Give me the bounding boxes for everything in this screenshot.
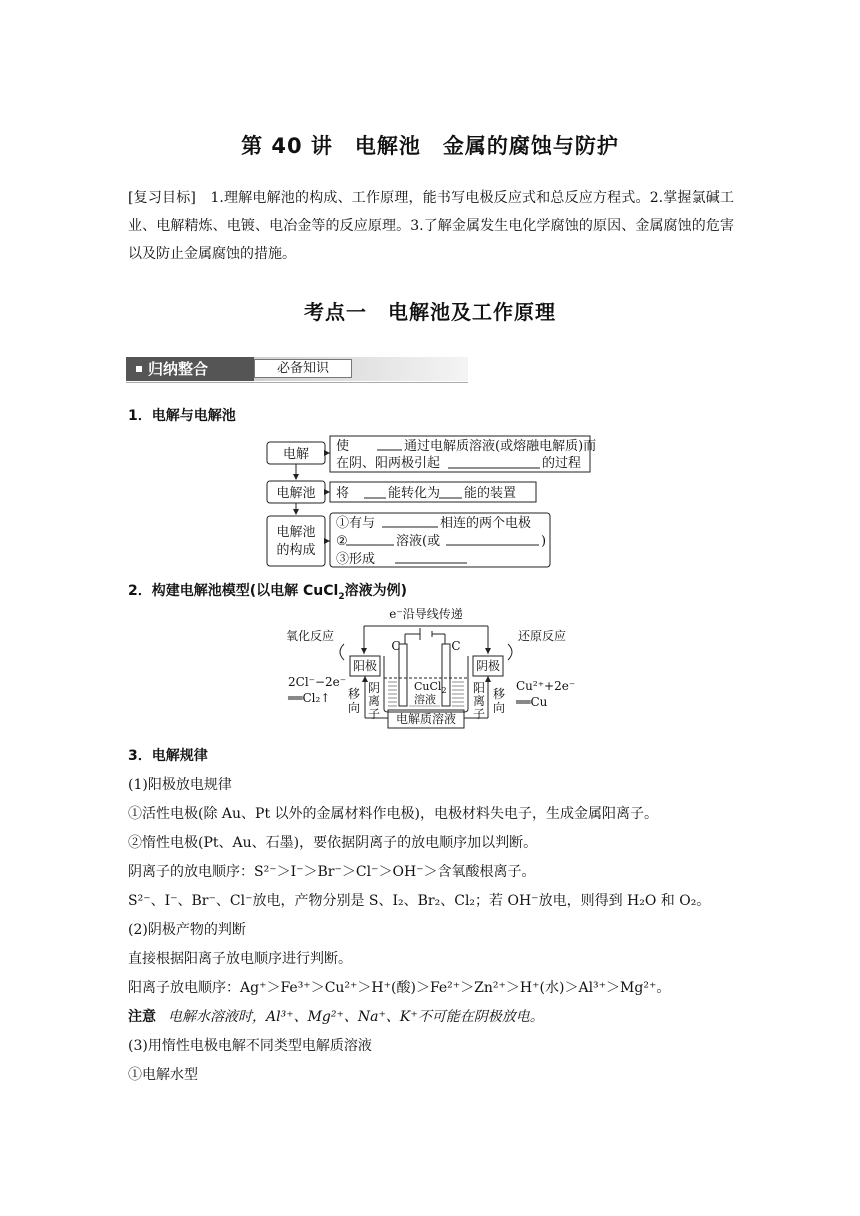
solution-label: 溶液 [414,693,436,706]
box-composition-line2: 的构成 [276,543,316,558]
left-electrode-label: C [391,639,401,653]
item1-heading: 1．电解与电解池 [128,408,236,424]
anion-label-2: 离 [367,694,381,708]
banner-rule [126,382,468,383]
cation-move-1: 移 [492,687,506,701]
def-line1-start: 使 [336,439,350,454]
anion-discharge-order: 阴离子的放电顺序：S²⁻＞I⁻＞Br⁻＞Cl⁻＞OH⁻＞含氧酸根离子。 [128,864,536,880]
anion-move-2: 向 [347,701,361,715]
review-objectives [128,184,734,268]
anode-equation-2: ══Cl₂↑ [288,691,331,705]
cation-label-3: 子 [472,707,486,721]
objectives-text: 1.理解电解池的构成、工作原理，能书写电极反应式和总反应方程式。2.掌握氯碱工业、电解精炼、电镀、电冶金等的反应原理。3.了解金属发生电化学腐蚀的原因、金属腐蚀的危害以及防止金属腐蚀的措施。 [128,190,734,262]
section-banner [126,357,468,383]
conversion-b: 能转化为 [388,486,441,501]
electrolyte-label: 电解质溶液 [395,712,457,726]
anion-discharge-products: S²⁻、I⁻、Br⁻、Cl⁻放电，产物分别是 S、I₂、Br₂、Cl₂；若 OH⁻放电，则得到 H₂O 和 O₂。 [128,893,711,909]
arrow-down-icon [485,648,491,654]
anion-label-1: 阴 [367,681,381,695]
conversion-a: 将 [336,486,350,501]
solution-formula-sub: 2 [441,686,447,695]
arrow-down-icon [293,509,299,515]
note [128,1006,544,1026]
item3-heading: 3．电解规律 [128,748,208,764]
anode-equation-1: 2Cl⁻−2e⁻ [288,675,347,689]
anode-label: 阳极 [352,659,378,673]
arrow-right-icon [324,450,330,456]
oxidation-label: 氧化反应 [286,629,335,643]
arrow-right-icon [324,538,330,544]
note-text: 电解水溶液时，Al³⁺、Mg²⁺、Na⁺、K⁺不可能在阴极放电。 [168,1009,544,1025]
cation-label-2: 离 [472,694,486,708]
composition-2c: ) [541,534,547,549]
reduction-label: 还原反应 [518,629,567,643]
composition-1a: ①有与 [336,516,376,531]
conversion-c: 能的装置 [464,486,517,501]
item2-heading-sub: 2 [338,591,345,602]
banner-main [126,357,254,381]
square-bullet-icon [136,366,142,372]
cathode-rule-text: 直接根据阳离子放电顺序进行判断。 [128,951,352,967]
anion-move-1: 移 [347,687,361,701]
def-line2-end: 的过程 [542,456,582,471]
anion-label-3: 子 [367,707,381,721]
item2-heading-a: 2．构建电解池模型(以电解 CuCl [128,583,339,599]
arrow-down-icon [361,648,367,654]
arrow-down-icon [293,474,299,480]
right-electrode-label: C [451,639,461,653]
composition-2b: 溶液(或 [396,534,441,549]
electrolysis-concept-diagram [262,432,602,572]
electron-flow-label: e⁻沿导线传递 [389,607,463,621]
cathode-label: 阴极 [475,659,501,673]
composition-2a: ② [336,534,348,549]
def-line1-end: 通过电解质溶液(或熔融电解质)而 [404,439,597,454]
solution-formula-main: CuCl [414,680,442,693]
cation-discharge-order: 阳离子放电顺序：Ag⁺＞Fe³⁺＞Cu²⁺＞H⁺(酸)＞Fe²⁺＞Zn²⁺＞H⁺(水)＞Al³⁺＞Mg²⁺。 [128,980,671,996]
composition-1b: 相连的两个电极 [440,516,532,531]
arrow-up-icon [485,676,491,682]
objectives-label: [复习目标] [128,190,196,206]
box-composition-line1: 电解池 [276,525,316,540]
composition-3a: ③形成 [336,552,376,567]
water-electrolysis-type: ①电解水型 [128,1067,198,1083]
item2-heading-b: 溶液为例) [344,583,407,599]
cathode-equation-2: ══Cu [516,695,548,709]
cathode-rule-heading: (2)阴极产物的判断 [128,922,246,938]
inert-electrode-rule: ②惰性电极(Pt、Au、石墨)，要依据阴离子的放电顺序加以判断。 [128,835,538,851]
def-line2-start: 在阴、阳两极引起 [336,456,441,471]
box-electrolysis: 电解 [282,447,310,462]
banner-main-label: 归纳整合 [148,360,209,378]
cation-label-1: 阳 [472,681,486,695]
cathode-equation-1: Cu²⁺+2e⁻ [516,679,576,693]
note-label: 注意 [128,1009,156,1025]
page-title: 第 40 讲 电解池 金属的腐蚀与防护 [241,134,619,158]
item2-heading [128,580,407,602]
banner-tag: 必备知识 [254,359,352,378]
inert-electrolysis-heading: (3)用惰性电极电解不同类型电解质溶液 [128,1038,372,1054]
active-electrode-rule: ①活性电极(除 Au、Pt 以外的金属材料作电极)，电极材料失电子，生成金属阳离子。 [128,806,658,822]
electrolytic-cell-model [284,604,584,736]
section-title: 考点一 电解池及工作原理 [304,300,556,324]
cation-move-2: 向 [492,701,506,715]
anode-rule-heading: (1)阳极放电规律 [128,777,232,793]
box-electrolytic-cell: 电解池 [276,486,316,501]
arrow-right-icon [324,489,330,495]
